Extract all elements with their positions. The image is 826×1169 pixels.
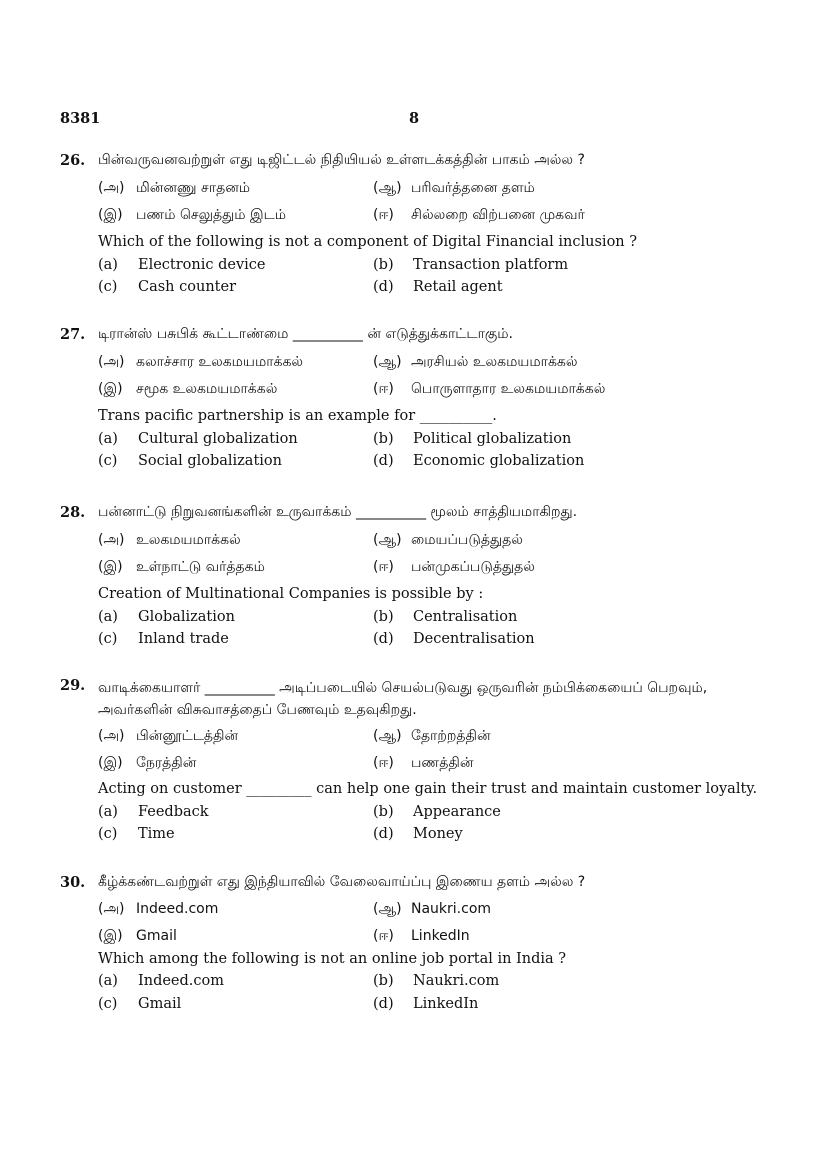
option-tamil-b: (ஆ) தோற்றத்தின் [373, 728, 491, 744]
option-b: (b) Political globalization [373, 431, 572, 447]
option-b: (b) Transaction platform [373, 257, 569, 273]
option-c: (c) Inland trade [98, 631, 229, 647]
option-a: (a) Globalization [98, 609, 235, 625]
question-number: 30. [60, 874, 86, 891]
question-number: 27. [60, 326, 86, 343]
question-text-tamil: வாடிக்கையாளர் __________ அடிப்படையில் செயல்படுவது ஒருவரின் நம்பிக்கையைப் பெறவும், அவர்களின் விசுவாசத்தைப் பேணவும் உதவுகிறது. [98, 680, 708, 718]
option-a: (a) Electronic device [98, 257, 266, 273]
option-tamil-b: (ஆ) Naukri.com [373, 901, 492, 917]
question-text-tamil: பின்வருவனவற்றுள் எது டிஜிட்டல் நிதியியல் உள்ளடக்கத்தின் பாகம் அல்ல ? [98, 152, 585, 168]
question-number: 28. [60, 504, 86, 521]
question-30 [60, 874, 766, 1024]
question-27 [60, 326, 766, 476]
page-number: 8 [409, 110, 420, 127]
option-tamil-d: (ஈ) பணத்தின் [373, 755, 474, 771]
option-d: (d) Money [373, 826, 463, 842]
option-c: (c) Social globalization [98, 453, 282, 469]
option-tamil-a: (அ) பின்னூட்டத்தின் [98, 728, 239, 744]
option-tamil-d: (ஈ) சில்லறை விற்பனை முகவர் [373, 207, 585, 223]
option-tamil-b: (ஆ) மையப்படுத்துதல் [373, 532, 523, 548]
booklet-code: 8381 [60, 110, 101, 127]
question-text-english: Creation of Multinational Companies is possible by : [98, 586, 484, 602]
option-tamil-d: (ஈ) பொருளாதார உலகமயமாக்கல் [373, 381, 606, 397]
question-text-tamil: கீழ்க்கண்டவற்றுள் எது இந்தியாவில் வேலைவாய்ப்பு இணைய தளம் அல்ல ? [98, 874, 586, 890]
option-b: (b) Naukri.com [373, 973, 500, 989]
question-text-tamil: டிரான்ஸ் பசுபிக் கூட்டாண்மை __________ ன் எடுத்துக்காட்டாகும். [98, 326, 513, 342]
option-d: (d) LinkedIn [373, 996, 479, 1012]
option-d: (d) Retail agent [373, 279, 503, 295]
option-tamil-c: (இ) உள்நாட்டு வர்த்தகம் [98, 559, 265, 575]
option-c: (c) Cash counter [98, 279, 236, 295]
option-b: (b) Appearance [373, 804, 501, 820]
option-tamil-d: (ஈ) பன்முகப்படுத்துதல் [373, 559, 535, 575]
option-c: (c) Time [98, 826, 175, 842]
question-text-english: Which among the following is not an online job portal in India ? [98, 951, 567, 967]
option-tamil-c: (இ) சமூக உலகமயமாக்கல் [98, 381, 278, 397]
question-28 [60, 504, 766, 654]
question-number: 26. [60, 152, 86, 169]
question-26 [60, 152, 766, 302]
option-a: (a) Indeed.com [98, 973, 225, 989]
question-text-english: Acting on customer _________ can help one gain their trust and maintain customer loyalty. [98, 781, 758, 797]
option-tamil-c: (இ) பணம் செலுத்தும் இடம் [98, 207, 287, 223]
option-tamil-a: (அ) மின்னணு சாதனம் [98, 180, 251, 196]
option-a: (a) Cultural globalization [98, 431, 298, 447]
page-header [60, 110, 766, 130]
option-tamil-b: (ஆ) பரிவர்த்தனை தளம் [373, 180, 535, 196]
option-tamil-c: (இ) நேரத்தின் [98, 755, 197, 771]
option-d: (d) Economic globalization [373, 453, 585, 469]
question-text-english: Which of the following is not a component of Digital Financial inclusion ? [98, 234, 638, 250]
option-tamil-c: (இ) Gmail [98, 928, 177, 944]
option-b: (b) Centralisation [373, 609, 518, 625]
option-d: (d) Decentralisation [373, 631, 535, 647]
question-number: 29. [60, 677, 86, 694]
option-tamil-a: (அ) கலாச்சார உலகமயமாக்கல் [98, 354, 304, 370]
option-tamil-d: (ஈ) LinkedIn [373, 928, 470, 944]
question-29 [60, 677, 766, 852]
option-c: (c) Gmail [98, 996, 182, 1012]
option-tamil-b: (ஆ) அரசியல் உலகமயமாக்கல் [373, 354, 578, 370]
option-a: (a) Feedback [98, 804, 209, 820]
question-text-english: Trans pacific partnership is an example for __________. [98, 408, 497, 424]
question-text-tamil: பன்னாட்டு நிறுவனங்களின் உருவாக்கம் __________ மூலம் சாத்தியமாகிறது. [98, 504, 578, 520]
option-tamil-a: (அ) உலகமயமாக்கல் [98, 532, 241, 548]
option-tamil-a: (அ) Indeed.com [98, 901, 219, 917]
